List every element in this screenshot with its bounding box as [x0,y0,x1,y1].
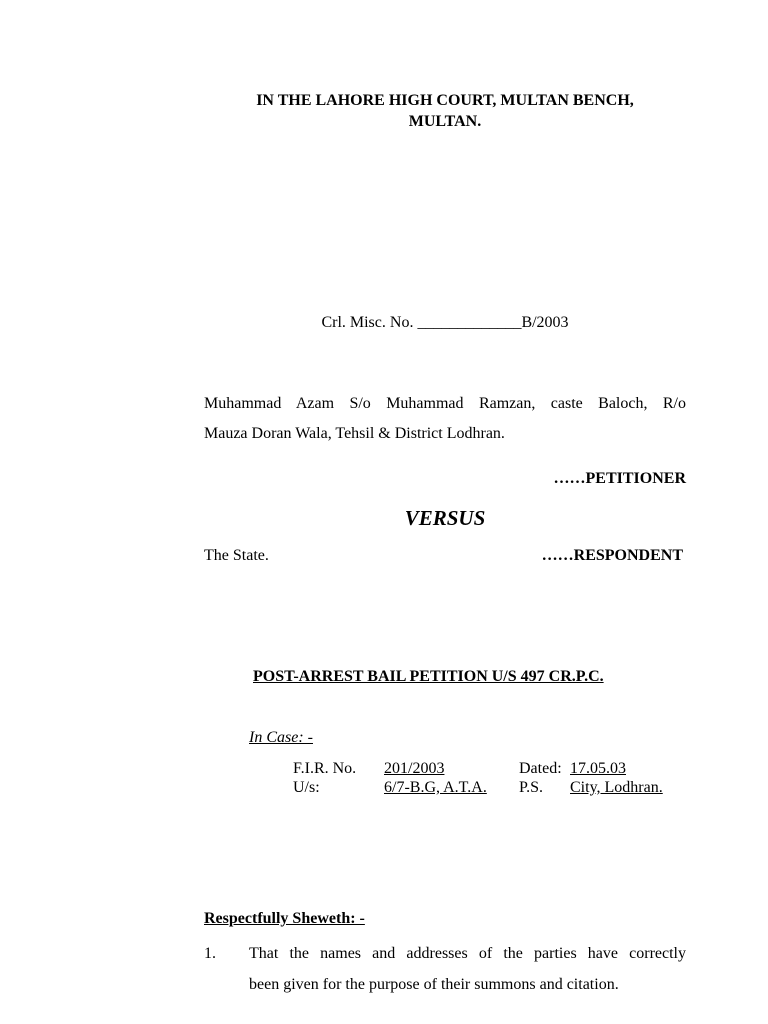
petitioner-line1: Muhammad Azam S/o Muhammad Ramzan, caste Baloch, R/o [204,395,686,412]
para1-number: 1. [204,945,216,962]
para1-line1: That the names and addresses of the parties have correctly [249,945,686,962]
us-value: 6/7-B.G, A.T.A. [384,779,487,796]
petitioner-line2: Mauza Doran Wala, Tehsil & District Lodhran. [204,425,505,442]
court-title-line1: IN THE LAHORE HIGH COURT, MULTAN BENCH, [256,92,634,109]
case-number: Crl. Misc. No. _____________B/2003 [321,314,569,331]
ps-label: P.S. [519,779,544,796]
sheweth-heading: Respectfully Sheweth: - [204,910,365,927]
versus-label: VERSUS [404,506,486,530]
ps-value: City, Lodhran. [570,779,663,796]
respondent-role: ……RESPONDENT [541,547,683,564]
fir-value: 201/2003 [384,760,445,777]
para1-line2: been given for the purpose of their summons and citation. [249,976,619,993]
in-case-label: In Case: - [249,729,313,746]
us-label: U/s: [293,779,320,796]
dated-label: Dated: [519,760,562,777]
court-title-line2: MULTAN. [408,113,482,130]
dated-value: 17.05.03 [570,760,626,777]
fir-label: F.I.R. No. [293,760,357,777]
petitioner-role: ……PETITIONER [553,470,686,487]
respondent-name: The State. [204,547,269,564]
petition-heading: POST-ARREST BAIL PETITION U/S 497 CR.P.C. [253,668,604,685]
